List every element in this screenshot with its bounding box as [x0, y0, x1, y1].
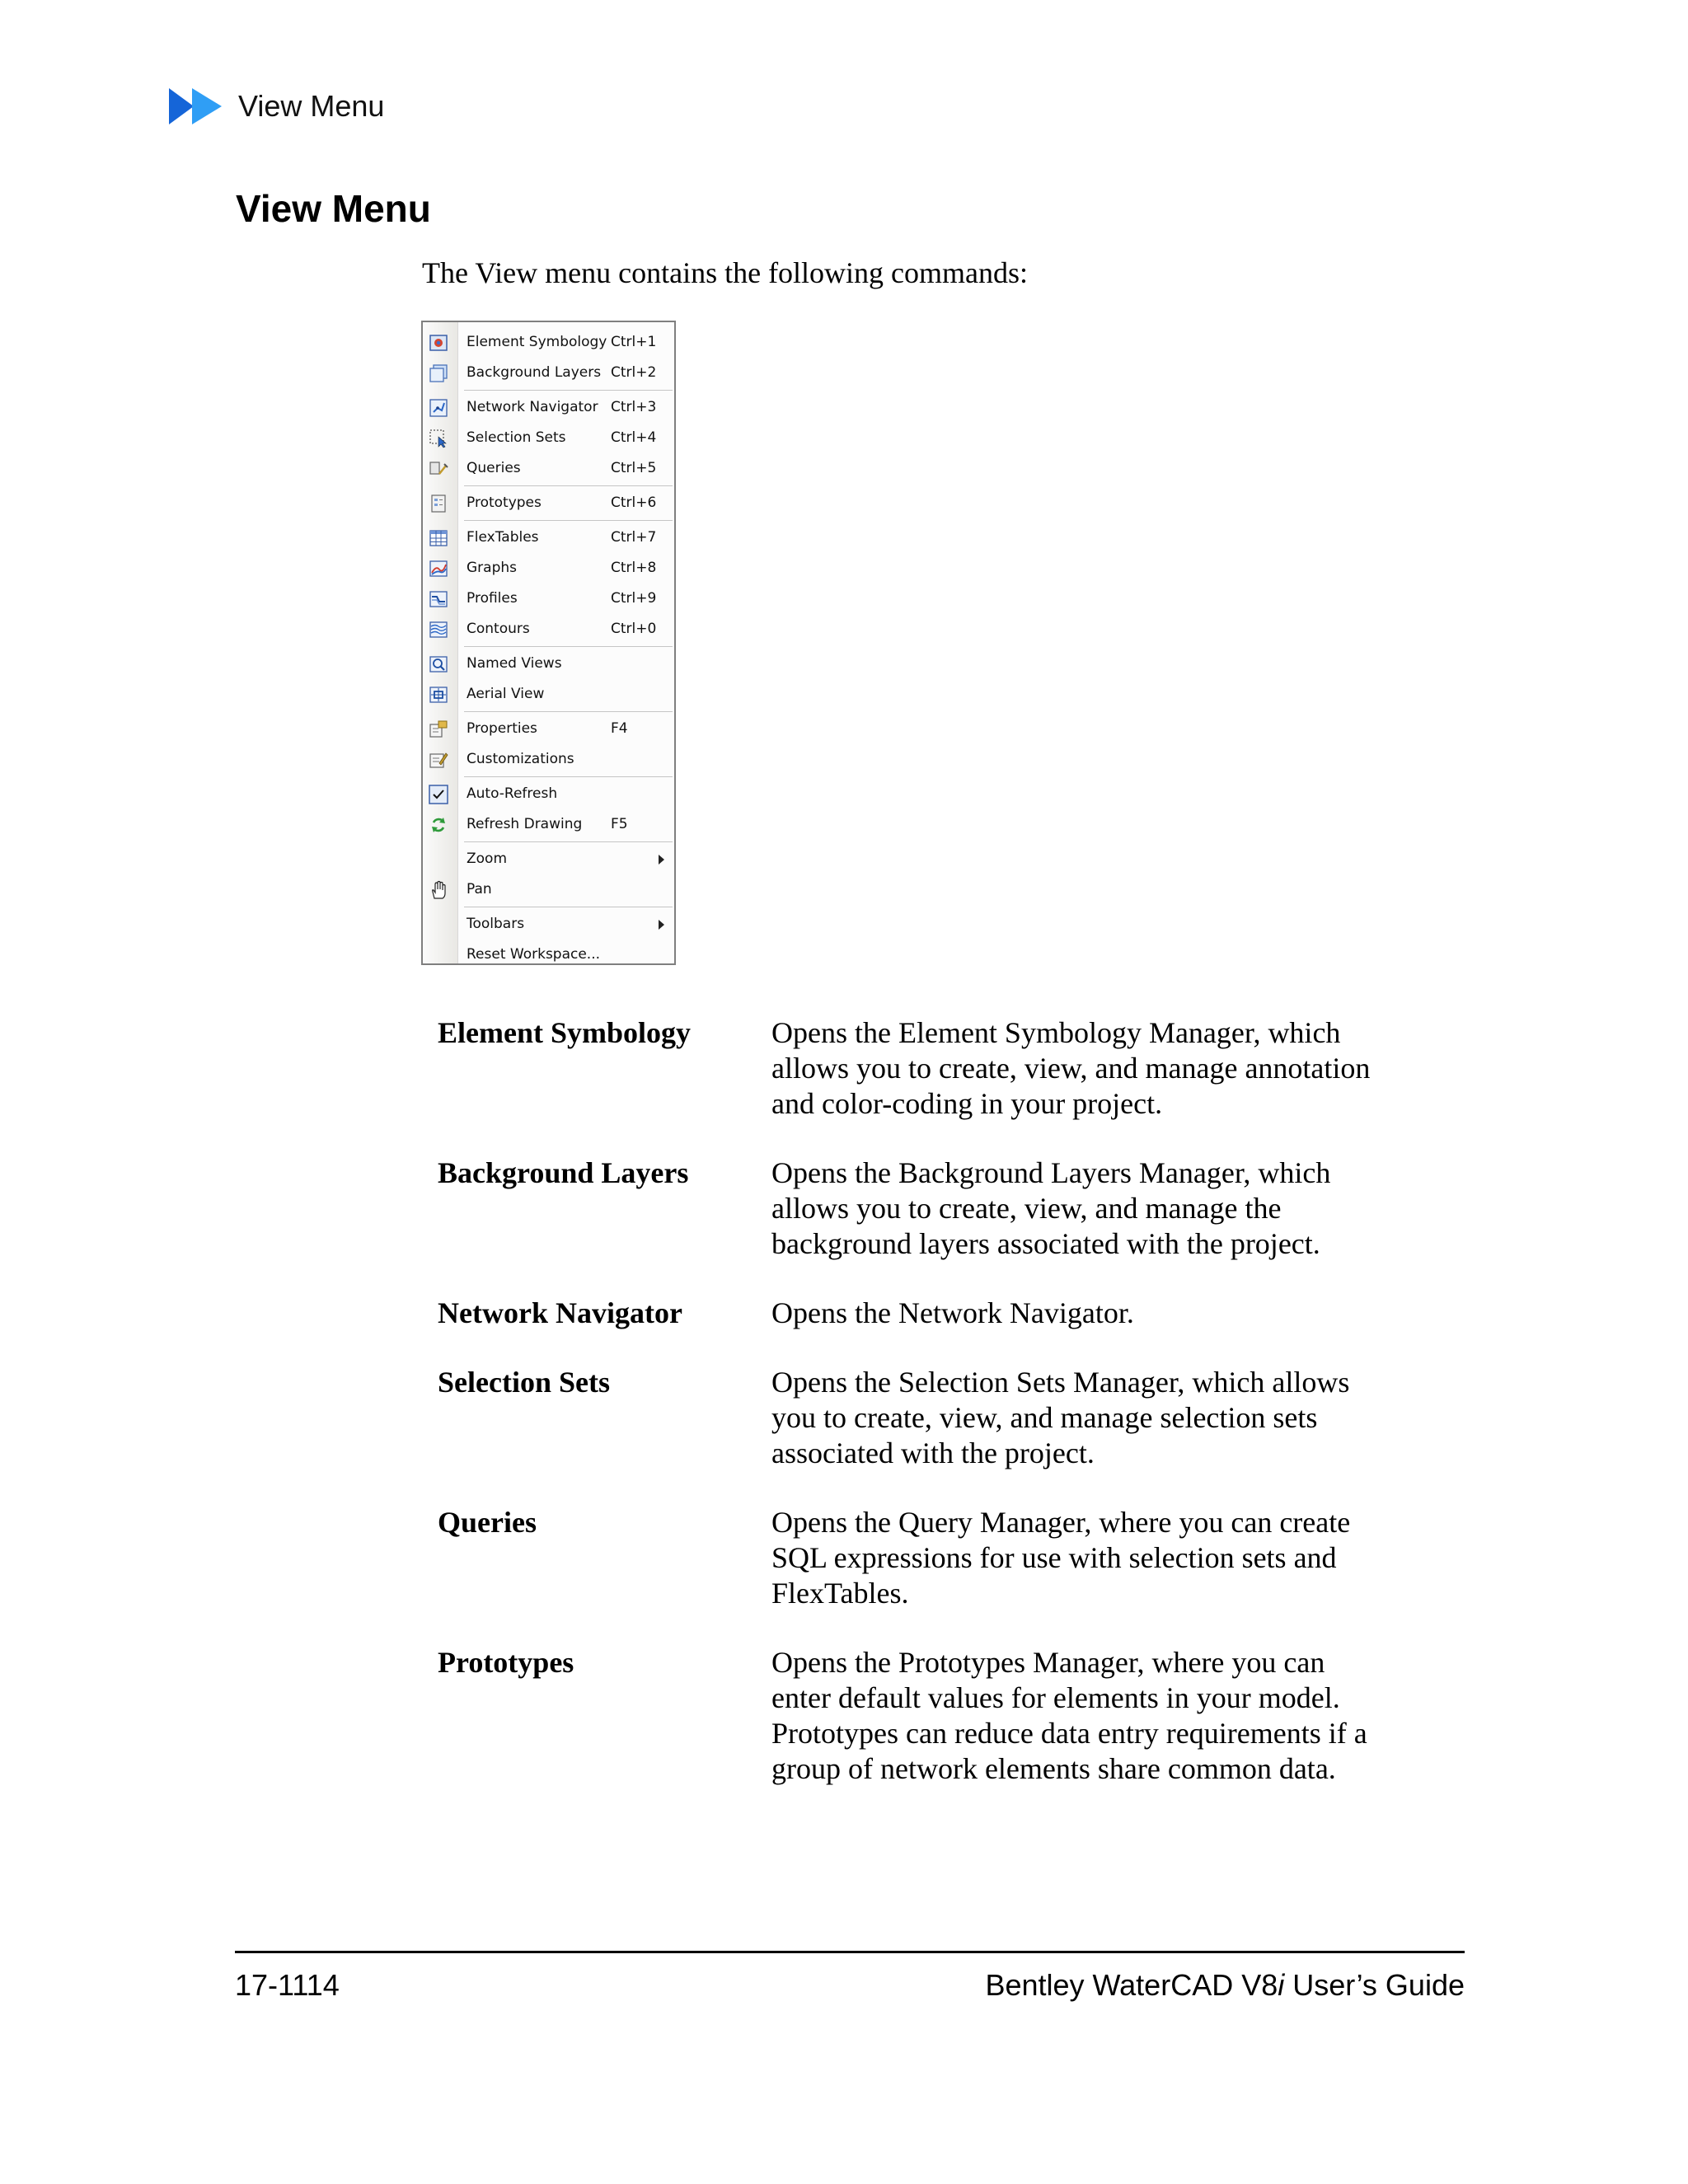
menu-item-refresh-drawing[interactable]	[423, 809, 674, 840]
menu-item-list	[423, 327, 674, 970]
hand-icon	[429, 880, 448, 900]
menu-item-shortcut: Ctrl+6	[611, 494, 657, 511]
definition-description: Opens the Query Manager, where you can create SQL expressions for use with selection sets and FlexTables.	[771, 1506, 1351, 1610]
menu-item-toolbars[interactable]	[423, 909, 674, 940]
menu-item-shortcut: F5	[611, 816, 628, 832]
intro-paragraph: The View menu contains the following commands:	[422, 256, 1029, 289]
menu-item-properties[interactable]	[423, 714, 674, 744]
menu-item-label: Profiles	[467, 590, 518, 607]
graphs-icon	[429, 559, 448, 579]
menu-item-shortcut: Ctrl+1	[611, 334, 657, 350]
menu-item-reset-workspace[interactable]	[423, 940, 674, 970]
menu-item-network-navigator[interactable]	[423, 392, 674, 423]
flextables-icon	[429, 528, 448, 548]
menu-item-shortcut: Ctrl+3	[611, 399, 657, 415]
menu-item-label: Prototypes	[467, 494, 542, 511]
menu-item-label: Network Navigator	[467, 399, 598, 415]
definition-term: Prototypes	[438, 1646, 574, 1679]
menu-item-label: Named Views	[467, 655, 562, 672]
properties-icon	[429, 719, 448, 739]
menu-item-profiles[interactable]	[423, 583, 674, 614]
definition-row	[438, 1365, 1402, 1471]
definition-row	[438, 1505, 1402, 1611]
menu-item-label: Reset Workspace...	[467, 946, 601, 963]
menu-item-named-views[interactable]	[423, 649, 674, 679]
definition-row	[438, 1645, 1402, 1787]
definition-description: Opens the Element Symbology Manager, which allows you to create, view, and manage annotation and color-coding in your project.	[771, 1016, 1371, 1120]
menu-item-background-layers[interactable]	[423, 358, 674, 388]
selection-sets-icon	[429, 429, 448, 448]
running-header-label: View Menu	[238, 89, 385, 123]
menu-item-label: Pan	[467, 881, 492, 898]
menu-item-graphs[interactable]	[423, 553, 674, 583]
running-header	[169, 88, 384, 124]
submenu-arrow-icon	[659, 920, 664, 930]
definition-row	[438, 1015, 1402, 1122]
menu-item-label: FlexTables	[467, 529, 539, 546]
footer-rule	[235, 1951, 1465, 1953]
menu-item-shortcut: Ctrl+4	[611, 429, 657, 446]
customizations-icon	[429, 750, 448, 770]
menu-item-label: Auto-Refresh	[467, 785, 558, 802]
menu-item-prototypes[interactable]	[423, 488, 674, 518]
refresh-icon	[429, 815, 448, 835]
menu-item-label: Properties	[467, 720, 537, 737]
definition-row	[438, 1296, 1402, 1331]
menu-item-label: Element Symbology	[467, 334, 607, 350]
menu-item-shortcut: Ctrl+2	[611, 364, 657, 381]
menu-item-label: Zoom	[467, 851, 508, 867]
view-menu-screenshot	[421, 321, 676, 965]
page-number: 17-1114	[235, 1968, 340, 2002]
definition-term: Element Symbology	[438, 1016, 692, 1049]
menu-item-flextables[interactable]	[423, 523, 674, 553]
definition-term: Queries	[438, 1506, 537, 1539]
menu-item-queries[interactable]	[423, 453, 674, 484]
element-symbology-icon	[429, 333, 448, 353]
guide-title-prefix: Bentley WaterCAD V8	[985, 1968, 1278, 2002]
menu-item-shortcut: Ctrl+5	[611, 460, 657, 476]
definition-row	[438, 1155, 1402, 1262]
menu-item-label: Selection Sets	[467, 429, 566, 446]
menu-item-label: Aerial View	[467, 686, 545, 702]
queries-icon	[429, 459, 448, 479]
guide-title-suffix: User’s Guide	[1284, 1968, 1465, 2002]
menu-item-label: Contours	[467, 621, 530, 637]
submenu-arrow-icon	[659, 855, 664, 865]
menu-item-selection-sets[interactable]	[423, 423, 674, 453]
menu-item-zoom[interactable]	[423, 844, 674, 874]
command-definitions	[438, 1015, 1402, 1821]
page-title: View Menu	[236, 187, 431, 230]
menu-item-label: Queries	[467, 460, 521, 476]
named-views-icon	[429, 654, 448, 674]
background-layers-icon	[429, 363, 448, 383]
menu-item-contours[interactable]	[423, 614, 674, 644]
definition-description: Opens the Selection Sets Manager, which allows you to create, view, and manage selection sets associated with the project.	[771, 1366, 1350, 1469]
network-navigator-icon	[429, 398, 448, 418]
definition-description: Opens the Background Layers Manager, which allows you to create, view, and manage the background layers associated with the project.	[771, 1156, 1331, 1260]
definition-term: Network Navigator	[438, 1296, 682, 1329]
menu-item-shortcut: Ctrl+8	[611, 560, 657, 576]
prototypes-icon	[429, 494, 448, 513]
double-chevron-icon	[169, 88, 222, 124]
definition-term: Selection Sets	[438, 1366, 610, 1399]
menu-item-customizations[interactable]	[423, 744, 674, 775]
contours-icon	[429, 620, 448, 640]
menu-item-label: Graphs	[467, 560, 518, 576]
menu-item-element-symbology[interactable]	[423, 327, 674, 358]
aerial-view-icon	[429, 685, 448, 705]
checkmark-icon	[429, 785, 448, 804]
guide-title	[985, 1968, 1465, 2003]
menu-item-auto-refresh[interactable]	[423, 779, 674, 809]
definition-term: Background Layers	[438, 1156, 689, 1189]
definition-description: Opens the Network Navigator.	[771, 1296, 1134, 1329]
menu-item-shortcut: F4	[611, 720, 628, 737]
menu-item-label: Refresh Drawing	[467, 816, 583, 832]
menu-item-label: Background Layers	[467, 364, 602, 381]
menu-item-aerial-view[interactable]	[423, 679, 674, 710]
guide-title-italic: i	[1278, 1968, 1285, 2002]
menu-item-shortcut: Ctrl+9	[611, 590, 657, 607]
menu-item-pan[interactable]	[423, 874, 674, 905]
menu-item-shortcut: Ctrl+7	[611, 529, 657, 546]
profiles-icon	[429, 589, 448, 609]
menu-item-shortcut: Ctrl+0	[611, 621, 657, 637]
definition-description: Opens the Prototypes Manager, where you can enter default values for elements in your model. Prototypes can reduce data entry requirements if a group of network elements share common data.	[771, 1646, 1367, 1785]
menu-item-label: Toolbars	[467, 916, 525, 932]
menu-item-label: Customizations	[467, 751, 574, 767]
